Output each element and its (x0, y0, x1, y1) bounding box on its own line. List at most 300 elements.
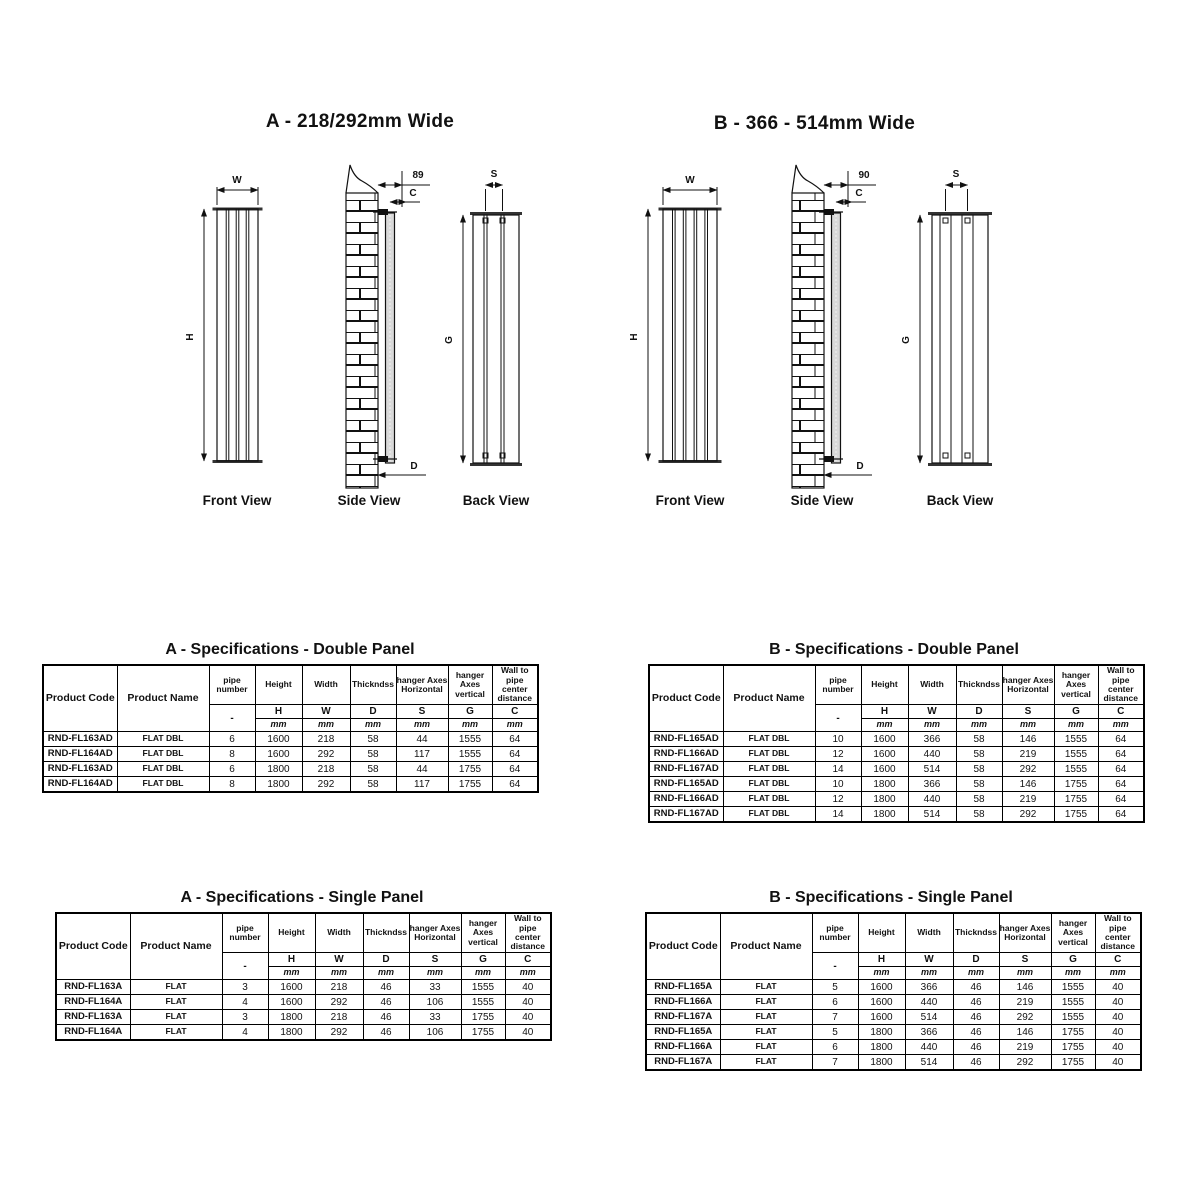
value-cell: 366 (905, 1025, 953, 1040)
symbol-header: D (953, 953, 999, 967)
product-name-cell: FLAT (130, 1025, 222, 1041)
value-cell: 6 (812, 1040, 858, 1055)
front-a-width-label: W (232, 175, 242, 186)
unit-header: mm (1098, 719, 1144, 732)
value-cell: 64 (1098, 747, 1144, 762)
back-view-a-caption: Back View (462, 493, 530, 508)
value-cell: 64 (492, 747, 538, 762)
product-code-cell: RND-FL164AD (43, 777, 117, 793)
product-name-cell: FLAT DBL (723, 792, 815, 807)
unit-header: mm (461, 967, 505, 980)
table-a-double-title: A - Specifications - Double Panel (165, 641, 415, 658)
value-cell: 1800 (861, 807, 908, 823)
value-cell: 44 (396, 762, 448, 777)
value-cell: 1755 (1051, 1040, 1095, 1055)
column-header: Width (315, 913, 363, 953)
symbol-header: - (812, 953, 858, 980)
value-cell: 292 (1002, 807, 1054, 823)
symbol-header: G (461, 953, 505, 967)
back-b-s-label: S (952, 169, 960, 180)
symbol-header: W (908, 705, 956, 719)
value-cell: 64 (1098, 732, 1144, 747)
table-row (56, 980, 551, 995)
value-cell: 14 (815, 762, 861, 777)
value-cell: 1600 (861, 762, 908, 777)
product-name-cell: FLAT DBL (117, 762, 209, 777)
value-cell: 40 (505, 1025, 551, 1041)
product-code-cell: RND-FL166A (646, 995, 720, 1010)
back-view-b-caption: Back View (926, 493, 994, 508)
value-cell: 33 (409, 980, 461, 995)
table-b-single-title: B - Specifications - Single Panel (769, 889, 1013, 906)
product-code-cell: RND-FL165A (646, 1025, 720, 1040)
column-header: Width (302, 665, 350, 705)
value-cell: 40 (505, 995, 551, 1010)
column-header: Wall to pipe center distance (1098, 665, 1144, 705)
value-cell: 1800 (858, 1025, 905, 1040)
unit-header: mm (315, 967, 363, 980)
column-header: Thickndss (953, 913, 999, 953)
column-header: Thickndss (363, 913, 409, 953)
value-cell: 218 (315, 980, 363, 995)
symbol-header: D (363, 953, 409, 967)
value-cell: 46 (953, 995, 999, 1010)
symbol-header: S (1002, 705, 1054, 719)
product-code-cell: RND-FL167A (646, 1055, 720, 1071)
value-cell: 440 (908, 792, 956, 807)
diagram-section-b (620, 145, 1010, 515)
value-cell: 1800 (255, 777, 302, 793)
side-a-d-label: D (410, 461, 418, 472)
unit-header: mm (268, 967, 315, 980)
symbol-header: W (302, 705, 350, 719)
value-cell: 1800 (268, 1025, 315, 1041)
unit-header: mm (953, 967, 999, 980)
column-header: pipe number (812, 913, 858, 953)
symbol-header: G (1051, 953, 1095, 967)
value-cell: 1755 (461, 1010, 505, 1025)
symbol-header: C (505, 953, 551, 967)
table-row (649, 762, 1144, 777)
value-cell: 12 (815, 792, 861, 807)
column-header: Product Name (720, 913, 812, 980)
unit-header: mm (255, 719, 302, 732)
table-row (646, 995, 1141, 1010)
spec-table-a-double (42, 664, 539, 793)
value-cell: 440 (905, 995, 953, 1010)
value-cell: 1755 (1051, 1025, 1095, 1040)
value-cell: 10 (815, 732, 861, 747)
column-header: pipe number (815, 665, 861, 705)
value-cell: 1600 (861, 732, 908, 747)
symbol-header: - (222, 953, 268, 980)
product-name-cell: FLAT (130, 995, 222, 1010)
table-row (43, 732, 538, 747)
value-cell: 292 (999, 1010, 1051, 1025)
value-cell: 1800 (268, 1010, 315, 1025)
value-cell: 1555 (1054, 747, 1098, 762)
value-cell: 1555 (1054, 762, 1098, 777)
value-cell: 7 (812, 1010, 858, 1025)
unit-header: mm (1054, 719, 1098, 732)
value-cell: 1600 (858, 1010, 905, 1025)
product-code-cell: RND-FL163AD (43, 762, 117, 777)
value-cell: 1755 (1054, 807, 1098, 823)
value-cell: 218 (315, 1010, 363, 1025)
value-cell: 58 (350, 777, 396, 793)
front-b-height-label: H (629, 333, 640, 341)
value-cell: 58 (956, 747, 1002, 762)
value-cell: 46 (363, 1025, 409, 1041)
value-cell: 58 (350, 747, 396, 762)
value-cell: 58 (956, 777, 1002, 792)
value-cell: 58 (956, 792, 1002, 807)
symbol-header: D (350, 705, 396, 719)
column-header: hanger Axes vertical (461, 913, 505, 953)
unit-header: mm (409, 967, 461, 980)
value-cell: 46 (953, 1025, 999, 1040)
value-cell: 40 (1095, 1010, 1141, 1025)
product-code-cell: RND-FL166A (646, 1040, 720, 1055)
unit-header: mm (908, 719, 956, 732)
value-cell: 6 (209, 732, 255, 747)
value-cell: 40 (505, 980, 551, 995)
value-cell: 1555 (448, 732, 492, 747)
symbol-header: C (1095, 953, 1141, 967)
table-row (649, 807, 1144, 823)
product-code-cell: RND-FL167A (646, 1010, 720, 1025)
product-name-cell: FLAT DBL (723, 747, 815, 762)
value-cell: 117 (396, 747, 448, 762)
value-cell: 1755 (448, 777, 492, 793)
value-cell: 1800 (861, 777, 908, 792)
symbol-header: S (999, 953, 1051, 967)
table-row (649, 732, 1144, 747)
table-row (56, 1025, 551, 1041)
column-header: hanger Axes Horizontal (1002, 665, 1054, 705)
symbol-header: W (315, 953, 363, 967)
value-cell: 64 (492, 777, 538, 793)
back-a-g-label: G (444, 336, 455, 344)
front-view-a-caption: Front View (202, 493, 272, 508)
value-cell: 64 (1098, 807, 1144, 823)
back-a-s-label: S (490, 169, 498, 180)
symbol-header: H (255, 705, 302, 719)
table-row (43, 777, 538, 793)
spec-table-a-single (55, 912, 552, 1041)
product-name-cell: FLAT DBL (723, 762, 815, 777)
value-cell: 6 (812, 995, 858, 1010)
section-a-title: A - 218/292mm Wide (265, 111, 455, 132)
column-header: Wall to pipe center distance (492, 665, 538, 705)
value-cell: 218 (302, 762, 350, 777)
value-cell: 1755 (1054, 777, 1098, 792)
symbol-header: S (409, 953, 461, 967)
table-b-double-title: B - Specifications - Double Panel (769, 641, 1019, 658)
unit-header: mm (1095, 967, 1141, 980)
symbol-header: H (861, 705, 908, 719)
value-cell: 46 (953, 1010, 999, 1025)
value-cell: 33 (409, 1010, 461, 1025)
value-cell: 1800 (255, 762, 302, 777)
product-code-cell: RND-FL163AD (43, 732, 117, 747)
unit-header: mm (448, 719, 492, 732)
value-cell: 106 (409, 1025, 461, 1041)
unit-header: mm (505, 967, 551, 980)
product-name-cell: FLAT (720, 1055, 812, 1071)
value-cell: 40 (505, 1010, 551, 1025)
symbol-header: - (209, 705, 255, 732)
column-header: pipe number (222, 913, 268, 953)
table-row (646, 1010, 1141, 1025)
column-header: Thickndss (350, 665, 396, 705)
table-row (649, 747, 1144, 762)
table-row (646, 980, 1141, 995)
value-cell: 1600 (858, 980, 905, 995)
value-cell: 1600 (268, 980, 315, 995)
value-cell: 40 (1095, 1025, 1141, 1040)
unit-header: mm (302, 719, 350, 732)
unit-header: mm (999, 967, 1051, 980)
value-cell: 6 (209, 762, 255, 777)
value-cell: 5 (812, 980, 858, 995)
side-view-a-caption: Side View (337, 493, 401, 508)
value-cell: 46 (953, 980, 999, 995)
column-header: pipe number (209, 665, 255, 705)
value-cell: 1555 (1051, 980, 1095, 995)
value-cell: 1600 (255, 732, 302, 747)
symbol-header: S (396, 705, 448, 719)
value-cell: 1755 (448, 762, 492, 777)
value-cell: 58 (956, 807, 1002, 823)
unit-header: mm (861, 719, 908, 732)
value-cell: 44 (396, 732, 448, 747)
value-cell: 40 (1095, 980, 1141, 995)
product-code-cell: RND-FL165AD (649, 777, 723, 792)
value-cell: 146 (1002, 732, 1054, 747)
product-code-cell: RND-FL164A (56, 1025, 130, 1041)
value-cell: 146 (999, 980, 1051, 995)
table-row (646, 1055, 1141, 1071)
column-header: Product Code (43, 665, 117, 732)
value-cell: 1600 (268, 995, 315, 1010)
column-header: Product Code (646, 913, 720, 980)
column-header: Width (905, 913, 953, 953)
side-view-b-caption: Side View (790, 493, 854, 508)
unit-header: mm (396, 719, 448, 732)
value-cell: 1555 (1054, 732, 1098, 747)
column-header: Wall to pipe center distance (1095, 913, 1141, 953)
value-cell: 219 (999, 995, 1051, 1010)
column-header: hanger Axes vertical (1054, 665, 1098, 705)
side-view-b (791, 165, 876, 508)
value-cell: 219 (999, 1040, 1051, 1055)
value-cell: 106 (409, 995, 461, 1010)
table-row (43, 747, 538, 762)
symbol-header: W (905, 953, 953, 967)
value-cell: 146 (1002, 777, 1054, 792)
column-header: hanger Axes vertical (1051, 913, 1095, 953)
value-cell: 46 (363, 995, 409, 1010)
product-code-cell: RND-FL164AD (43, 747, 117, 762)
value-cell: 440 (908, 747, 956, 762)
value-cell: 292 (999, 1055, 1051, 1071)
unit-header: mm (492, 719, 538, 732)
value-cell: 64 (1098, 777, 1144, 792)
product-code-cell: RND-FL165A (646, 980, 720, 995)
table-row (649, 777, 1144, 792)
column-header: Width (908, 665, 956, 705)
value-cell: 292 (315, 1025, 363, 1041)
table-row (646, 1025, 1141, 1040)
value-cell: 1555 (1051, 995, 1095, 1010)
product-name-cell: FLAT DBL (117, 732, 209, 747)
side-a-c-label: C (409, 188, 417, 199)
back-view-b (901, 169, 994, 508)
value-cell: 1600 (858, 995, 905, 1010)
value-cell: 366 (905, 980, 953, 995)
value-cell: 10 (815, 777, 861, 792)
column-header: Product Name (117, 665, 209, 732)
product-code-cell: RND-FL166AD (649, 747, 723, 762)
product-code-cell: RND-FL163A (56, 1010, 130, 1025)
column-header: Product Name (723, 665, 815, 732)
value-cell: 440 (905, 1040, 953, 1055)
table-a-single-title: A - Specifications - Single Panel (180, 889, 424, 906)
front-view-b-caption: Front View (655, 493, 725, 508)
value-cell: 64 (492, 762, 538, 777)
column-header: Height (268, 913, 315, 953)
back-b-g-label: G (901, 336, 912, 344)
diagram-section-a (180, 145, 540, 515)
unit-header: mm (858, 967, 905, 980)
value-cell: 7 (812, 1055, 858, 1071)
table-row (56, 1010, 551, 1025)
unit-header: mm (363, 967, 409, 980)
side-a-depth-label: 89 (412, 170, 424, 181)
symbol-header: - (815, 705, 861, 732)
column-header: Product Code (649, 665, 723, 732)
product-name-cell: FLAT DBL (117, 747, 209, 762)
value-cell: 40 (1095, 995, 1141, 1010)
product-code-cell: RND-FL165AD (649, 732, 723, 747)
value-cell: 58 (956, 732, 1002, 747)
value-cell: 3 (222, 980, 268, 995)
value-cell: 46 (953, 1055, 999, 1071)
value-cell: 1555 (448, 747, 492, 762)
value-cell: 219 (1002, 792, 1054, 807)
product-name-cell: FLAT (130, 1010, 222, 1025)
value-cell: 4 (222, 1025, 268, 1041)
value-cell: 292 (315, 995, 363, 1010)
value-cell: 366 (908, 777, 956, 792)
value-cell: 46 (363, 1010, 409, 1025)
value-cell: 3 (222, 1010, 268, 1025)
column-header: Thickndss (956, 665, 1002, 705)
spec-table-b-single (645, 912, 1142, 1071)
value-cell: 292 (302, 747, 350, 762)
product-name-cell: FLAT (720, 1010, 812, 1025)
product-code-cell: RND-FL163A (56, 980, 130, 995)
column-header: hanger Axes Horizontal (999, 913, 1051, 953)
value-cell: 1600 (861, 747, 908, 762)
value-cell: 4 (222, 995, 268, 1010)
symbol-header: G (1054, 705, 1098, 719)
product-code-cell: RND-FL167AD (649, 762, 723, 777)
value-cell: 46 (953, 1040, 999, 1055)
value-cell: 514 (908, 762, 956, 777)
table-row (649, 792, 1144, 807)
value-cell: 46 (363, 980, 409, 995)
column-header: Height (255, 665, 302, 705)
unit-header: mm (1051, 967, 1095, 980)
product-name-cell: FLAT (720, 980, 812, 995)
symbol-header: C (492, 705, 538, 719)
value-cell: 40 (1095, 1040, 1141, 1055)
value-cell: 117 (396, 777, 448, 793)
symbol-header: C (1098, 705, 1144, 719)
back-view-a (444, 169, 530, 508)
side-b-d-label: D (856, 461, 864, 472)
value-cell: 8 (209, 747, 255, 762)
table-row (43, 762, 538, 777)
value-cell: 14 (815, 807, 861, 823)
value-cell: 1600 (255, 747, 302, 762)
product-name-cell: FLAT DBL (117, 777, 209, 793)
product-code-cell: RND-FL167AD (649, 807, 723, 823)
column-header: Product Name (130, 913, 222, 980)
value-cell: 1555 (1051, 1010, 1095, 1025)
column-header: hanger Axes Horizontal (409, 913, 461, 953)
product-name-cell: FLAT (720, 1040, 812, 1055)
value-cell: 219 (1002, 747, 1054, 762)
value-cell: 12 (815, 747, 861, 762)
symbol-header: G (448, 705, 492, 719)
value-cell: 514 (908, 807, 956, 823)
column-header: Wall to pipe center distance (505, 913, 551, 953)
value-cell: 292 (1002, 762, 1054, 777)
product-name-cell: FLAT DBL (723, 777, 815, 792)
value-cell: 292 (302, 777, 350, 793)
side-b-depth-label: 90 (858, 170, 870, 181)
product-name-cell: FLAT (720, 1025, 812, 1040)
unit-header: mm (350, 719, 396, 732)
product-code-cell: RND-FL166AD (649, 792, 723, 807)
table-row (56, 995, 551, 1010)
value-cell: 5 (812, 1025, 858, 1040)
value-cell: 1555 (461, 980, 505, 995)
value-cell: 1555 (461, 995, 505, 1010)
unit-header: mm (956, 719, 1002, 732)
column-header: Height (858, 913, 905, 953)
symbol-header: H (858, 953, 905, 967)
value-cell: 1800 (861, 792, 908, 807)
unit-header: mm (905, 967, 953, 980)
value-cell: 514 (905, 1010, 953, 1025)
value-cell: 1800 (858, 1040, 905, 1055)
value-cell: 218 (302, 732, 350, 747)
column-header: Height (861, 665, 908, 705)
side-view-a (338, 165, 430, 508)
value-cell: 64 (492, 732, 538, 747)
table-row (646, 1040, 1141, 1055)
front-view-a (185, 175, 272, 508)
product-code-cell: RND-FL164A (56, 995, 130, 1010)
symbol-header: D (956, 705, 1002, 719)
value-cell: 64 (1098, 762, 1144, 777)
value-cell: 1755 (1054, 792, 1098, 807)
value-cell: 40 (1095, 1055, 1141, 1071)
